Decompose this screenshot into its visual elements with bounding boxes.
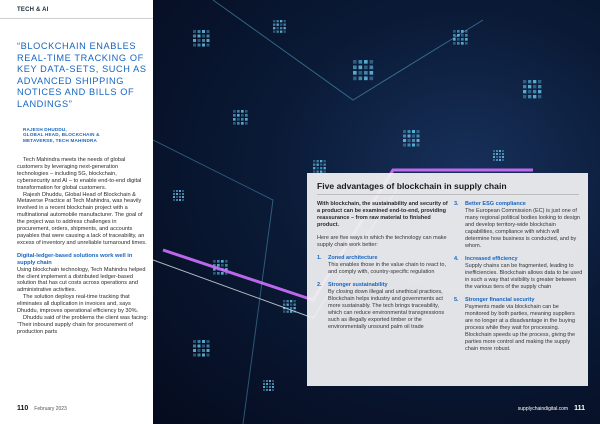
data-cube-dot [217,264,220,267]
data-cube-dot [403,139,406,142]
data-cube-dot [461,42,464,45]
data-cube-dot [198,345,201,348]
data-cube-dot [179,193,181,195]
data-cube-dot [241,118,244,121]
data-cube-dot [284,31,286,33]
data-cube-dot [193,44,196,47]
article-body [17,157,148,336]
data-cube-dot [198,349,201,352]
data-cube-dot [290,307,292,309]
data-cube-dot [280,24,282,26]
advantage-item [454,256,584,291]
data-cube-dot [272,383,274,385]
data-cube-dot [173,190,175,192]
data-cube-dot [225,264,228,267]
attribution-role-line1: GLOBAL HEAD, BLOCKCHAIN & [23,132,100,138]
attribution-role-line2: METAVERSE, TECH MAHINDRA [23,137,98,143]
data-cube-dot [359,60,363,64]
data-cube-dot [457,38,460,41]
data-cube-dot [182,196,184,198]
data-cube-dot [364,66,368,70]
advantage-title: Zoned architecture [328,255,378,261]
data-cube-dot [280,20,282,22]
data-cube-dot [272,380,274,382]
panel-intro-bold: With blockchain, the sustainability and security of a product can be examined end-to-end, providing reassurance – from raw material to finished product. [317,201,448,228]
data-cube-dot [528,90,531,93]
data-cube-dot [233,114,236,117]
data-cube-dot [266,386,268,388]
data-cube-dot [457,42,460,45]
data-cube-dot [193,345,196,348]
data-cube-dot [408,144,411,147]
quote-attribution [23,127,143,143]
data-cube-dot [173,199,175,201]
data-cube-dot [207,349,210,352]
advantage-text: By closing down illegal and unethical practices, Blockchain helps industry and governments act more sustainably. The tech brings traceability, which can reduce environmental transgressions such as illegally exported timber or the environmentally unsound palm oil trade [328,289,445,330]
data-cube-dot [245,118,248,121]
data-cube-dot [313,160,315,162]
data-cube-dot [179,199,181,201]
data-cube-dot [207,35,210,38]
data-cube-dot [370,77,374,81]
footer-left [17,405,67,412]
data-cube-dot [457,30,460,33]
advantage-item [454,297,584,353]
data-cube-dot [403,135,406,138]
data-cube-dot [207,354,210,357]
data-cube-dot [263,389,265,391]
data-cube-dot [182,190,184,192]
data-cube-dot [317,164,319,166]
data-cube-dot [283,311,285,313]
data-cube-dot [493,156,495,158]
data-cube-dot [233,122,236,125]
data-cube-dot [269,389,271,391]
article-paragraph: Using blockchain technology, Tech Mahindra helped the client implement a distributed ledger-based solution that has cut costs across operations and administrative activities. [17,266,146,294]
data-cube-dot [202,340,205,343]
section-tag [0,0,153,19]
data-cube-dot [364,60,368,64]
data-cube-dot [277,24,279,26]
data-cube-dot [237,114,240,117]
panel-column-right [454,201,584,353]
data-cube-dot [272,386,274,388]
data-cube-dot [364,71,368,75]
data-cube-dot [213,260,216,263]
data-cube-dot [193,340,196,343]
advantage-title: Stronger sustainability [328,282,388,288]
data-cube-dot [353,60,357,64]
data-cube-dot [198,340,201,343]
data-cube-dot [502,159,504,161]
panel-title: Five advantages of blockchain in supply chain [317,181,507,191]
data-cube-dot [207,44,210,47]
page-number-right: 111 [574,405,585,412]
data-cube-dot [198,354,201,357]
page-number-left: 110 [17,405,29,412]
advantage-text: Supply chains can be fragmented, leading to inefficiencies. Blockchain allows data to be used in such a way that visibility is greater between the various tiers of the supply chain [465,263,583,290]
data-cube-dot [499,150,501,152]
data-cube-dot [320,164,322,166]
data-cube-dot [417,144,420,147]
data-cube-dot [294,304,296,306]
data-cube-dot [533,85,536,88]
advantage-text: Payments made via blockchain can be monitored by both parties, meaning suppliers are no longer at a disadvantage in the buying process while they wait for processing. Blockchain speeds up the process, giving the parties more control and making the supply chain more robust. [465,304,576,352]
attribution-name: RAJESH DHUDDU, [23,127,67,132]
data-cube-dot [179,190,181,192]
data-cube-dot [412,139,415,142]
data-cube-dot [496,153,498,155]
data-cube-dot [317,160,319,162]
data-cube-dot [269,386,271,388]
data-cube-dot [496,150,498,152]
data-cube-dot [408,130,411,133]
data-cube-dot [225,260,228,263]
data-cube-dot [496,156,498,158]
data-cube-dot [284,27,286,29]
data-cube-dot [241,110,244,113]
panel-divider [317,194,579,195]
data-cube-dot [269,383,271,385]
data-cube-dot [493,159,495,161]
advantage-title: Stronger financial security [465,297,535,303]
data-cube-dot [237,118,240,121]
data-cube-dot [193,30,196,33]
data-cube-dot [523,90,526,93]
data-cube-dot [290,300,292,302]
data-cube-dot [353,77,357,81]
data-cube-dot [221,272,224,275]
data-cube-dot [263,380,265,382]
data-cube-dot [502,156,504,158]
data-cube-dot [207,340,210,343]
data-cube-dot [176,190,178,192]
left-page [0,0,153,424]
data-cube-dot [287,300,289,302]
data-cube-dot [533,80,536,83]
advantage-number: 1. [317,255,322,261]
data-cube-dot [324,160,326,162]
data-cube-dot [193,39,196,42]
data-cube-dot [408,135,411,138]
data-cube-dot [176,196,178,198]
data-cube-dot [273,31,275,33]
article-paragraph: Dhuddu said of the problems the client was facing: “Their inbound supply chain for procurement of production parts [17,314,148,335]
data-cube-dot [533,95,536,98]
data-cube-dot [496,159,498,161]
data-cube-dot [202,44,205,47]
data-cube-dot [538,90,541,93]
data-cube-dot [370,71,374,75]
data-cube-dot [324,167,326,169]
data-cube-dot [221,260,224,263]
advantage-title: Better ESG compliance [465,201,526,207]
data-cube-dot [453,34,456,37]
data-cube-dot [290,304,292,306]
glow-line [213,0,483,100]
data-cube-dot [465,34,468,37]
data-cube-dot [176,199,178,201]
data-cube-dot [269,380,271,382]
pull-quote: “BLOCKCHAIN ENABLES REAL-TIME TRACKING OF KEY DATA-SETS, SUCH AS ADVANCED SHIPPING NOTICES AND BILLS OF LANDINGS” [17,41,147,109]
data-cube-dot [202,345,205,348]
advantage-number: 5. [454,297,459,303]
data-cube-dot [317,167,319,169]
data-cube-dot [465,42,468,45]
data-cube-dot [277,20,279,22]
data-cube-dot [198,39,201,42]
data-cube-dot [499,156,501,158]
data-cube-dot [353,66,357,70]
data-cube-dot [202,39,205,42]
data-cube-dot [241,114,244,117]
data-cube-dot [284,20,286,22]
data-cube-dot [217,272,220,275]
data-cube-dot [493,153,495,155]
data-cube-dot [538,95,541,98]
data-cube-dot [277,27,279,29]
advantage-number: 3. [454,201,459,207]
article-paragraph: Tech Mahindra meets the needs of global customers by leveraging next-generation technologies – including 5G, blockchain, cybersecurity and AI – to enable end-to-end digital transformation for global customers. [17,157,142,191]
data-cube-dot [417,130,420,133]
data-cube-dot [528,85,531,88]
advantage-number: 4. [454,256,459,262]
advantage-number: 2. [317,282,322,288]
data-cube-dot [273,20,275,22]
data-cube-dot [313,164,315,166]
advantage-title: Increased efficiency [465,256,518,262]
data-cube-dot [523,95,526,98]
advantage-item [317,255,450,276]
data-cube-dot [266,389,268,391]
data-cube-dot [294,307,296,309]
data-cube-dot [283,300,285,302]
data-cube-dot [499,153,501,155]
data-cube-dot [213,272,216,275]
footer-right [518,405,585,412]
data-cube-dot [245,114,248,117]
site-url: supplychaindigital.com [517,406,569,412]
data-cube-dot [359,66,363,70]
data-cube-dot [207,39,210,42]
data-cube-dot [533,90,536,93]
advantage-text: The European Commission (EC) is just one of many regional political bodies looking to design and develop territory-wide blockchain capabilities, compliance with which will determine how business is conducted, and by whom. [465,208,580,249]
data-cube-dot [176,193,178,195]
data-cube-dot [202,35,205,38]
data-cube-dot [412,130,415,133]
data-cube-dot [245,122,248,125]
data-cube-dot [193,349,196,352]
data-cube-dot [237,110,240,113]
data-cube-dot [453,30,456,33]
data-cube-dot [493,150,495,152]
data-cube-dot [502,153,504,155]
data-cube-dot [320,160,322,162]
data-cube-dot [417,139,420,142]
data-cube-dot [233,118,236,121]
article-paragraph: The solution deploys real-time tracking that eliminates all duplication in invoices and, says Dhuddu, improves operational efficiency by 30%. [17,294,139,315]
data-cube-dot [528,80,531,83]
data-cube-dot [294,300,296,302]
data-cube-dot [353,71,357,75]
advantages-panel [307,173,588,386]
data-cube-dot [207,345,210,348]
data-cube-dot [359,77,363,81]
issue-date: February 2023 [34,406,67,412]
data-cube-dot [403,130,406,133]
data-cube-dot [202,349,205,352]
data-cube-dot [280,31,282,33]
data-cube-dot [453,42,456,45]
data-cube-dot [370,66,374,70]
data-cube-dot [277,31,279,33]
data-cube-dot [263,383,265,385]
data-cube-dot [272,389,274,391]
data-cube-dot [287,304,289,306]
data-cube-dot [221,264,224,267]
data-cube-dot [403,144,406,147]
data-cube-dot [528,95,531,98]
panel-intro: Here are five ways in which the technology can make supply chain work better: [317,235,447,248]
data-cube-dot [198,30,201,33]
data-cube-dot [241,122,244,125]
advantage-item [454,201,584,250]
data-cube-dot [461,38,464,41]
data-cube-dot [182,193,184,195]
advantage-text: This enables those in the value chain to react to, and comply with, country-specific regulation [328,262,447,275]
data-cube-dot [523,85,526,88]
data-cube-dot [233,110,236,113]
data-cube-dot [202,354,205,357]
data-cube-dot [193,35,196,38]
panel-column-left [317,201,450,331]
data-cube-dot [266,380,268,382]
data-cube-dot [417,135,420,138]
data-cube-dot [182,199,184,201]
data-cube-dot [370,60,374,64]
data-cube-dot [179,196,181,198]
data-cube-dot [412,144,415,147]
data-cube-dot [461,34,464,37]
data-cube-dot [198,35,201,38]
data-cube-dot [245,110,248,113]
data-cube-dot [266,383,268,385]
data-cube-dot [538,85,541,88]
data-cube-dot [263,386,265,388]
data-cube-dot [173,196,175,198]
data-cube-dot [408,139,411,142]
data-cube-dot [284,24,286,26]
data-cube-dot [198,44,201,47]
data-cube-dot [359,71,363,75]
data-cube-dot [283,304,285,306]
data-cube-dot [523,80,526,83]
data-cube-dot [173,193,175,195]
data-cube-dot [499,159,501,161]
data-cube-dot [320,167,322,169]
data-cube-dot [217,260,220,263]
data-cube-dot [465,38,468,41]
data-cube-dot [202,30,205,33]
data-cube-dot [280,27,282,29]
data-cube-dot [287,311,289,313]
data-cube-dot [313,167,315,169]
data-cube-dot [412,135,415,138]
data-cube-dot [324,164,326,166]
article-paragraph: Rajesh Dhuddu, Global Head of Blockchain & Metaverse Practice at Tech Mahindra, was heavily involved in a recent blockchain project with a multinational automobile manufacturer. The goal of the project was to address challenges in procurement, orders, shipments, and accounts payables that were causing a lack of traceability, an excess of inventory and unreliable turnaround times. [17,191,147,246]
data-cube-dot [273,24,275,26]
data-cube-dot [273,27,275,29]
advantage-item [317,282,450,331]
data-cube-dot [538,80,541,83]
article-subhead: Digital-ledger-based solutions work well in supply chain [17,252,133,266]
data-cube-dot [364,77,368,81]
data-cube-dot [237,122,240,125]
data-cube-dot [502,150,504,152]
section-tag-label: TECH & AI [17,7,49,13]
data-cube-dot [207,30,210,33]
data-cube-dot [193,354,196,357]
